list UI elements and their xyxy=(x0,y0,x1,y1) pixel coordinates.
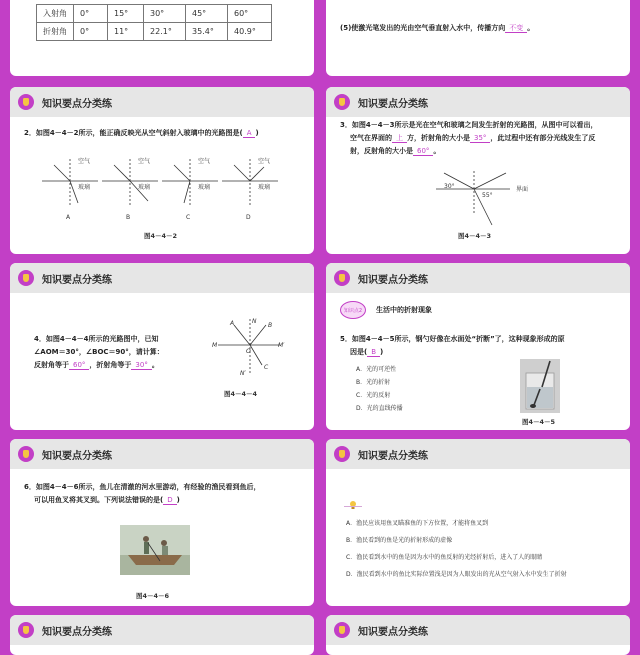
fisherman-boat-illustration xyxy=(120,525,190,575)
point-label: B xyxy=(268,322,273,329)
diagram-c xyxy=(162,157,218,221)
flask-icon xyxy=(334,622,350,638)
option-d: D．渔民看到水中的鱼比实际位置浅是因为人眼发出的光从空气射入水中发生了折射 xyxy=(346,571,567,578)
point-label: M xyxy=(212,342,218,349)
label-air: 空气 xyxy=(258,158,271,165)
label-glass: 玻璃 xyxy=(198,184,211,191)
section-title: 知识要点分类练 xyxy=(358,274,428,286)
option-d: D．光的直线传播 xyxy=(356,405,403,412)
refraction-diagram-443 xyxy=(436,169,556,229)
section-title: 知识要点分类练 xyxy=(42,626,112,638)
label-glass: 玻璃 xyxy=(258,184,271,191)
table-row: 入射角 0° 15° 30° 45° 60° xyxy=(37,5,272,23)
data-table xyxy=(36,4,272,41)
option-c: C．渔民看到水中的鱼是因为水中的鱼反射的光经折射后，进入了人的眼睛 xyxy=(346,554,543,561)
section-title: 知识要点分类练 xyxy=(358,450,428,462)
diagram-letter: A xyxy=(66,214,71,221)
interface-label: 界面 xyxy=(516,186,529,193)
question-2: 2．如图4－4－2所示，能正确反映光从空气斜射入玻璃中的光路图是( A ) xyxy=(24,129,259,137)
spoon-in-glass-photo xyxy=(520,359,560,413)
table-row: 折射角 0° 11° 22.1° 35.4° 40.9° xyxy=(37,23,272,41)
flask-icon xyxy=(334,270,350,286)
card-header xyxy=(10,263,314,293)
point-label: N xyxy=(252,318,257,325)
diagram-a xyxy=(42,157,98,221)
section-title: 知识要点分类练 xyxy=(42,98,112,110)
diagram-d xyxy=(222,157,278,221)
card-header xyxy=(10,439,314,469)
section-title: 知识要点分类练 xyxy=(358,98,428,110)
bulb-underline xyxy=(344,506,362,507)
q5-laser-text: (5)使激光笔发出的光由空气垂直射入水中，传播方向 不变 。 xyxy=(340,24,535,32)
angle-label: 30° xyxy=(444,183,455,190)
option-b: B．光的折射 xyxy=(356,379,391,386)
question-3: 3．如图4－4－3所示是光在空气和玻璃之间发生折射的光路图，从图中可以看出， 空气在界面的 上 方，折射角的大小是 35° ，此过程中还有部分光线发生了反 射，反射角的大小是 60° 。 xyxy=(340,121,598,155)
bulb-icon xyxy=(348,495,358,505)
flask-icon xyxy=(334,446,350,462)
flask-icon xyxy=(334,94,350,110)
label-glass: 玻璃 xyxy=(138,184,151,191)
figure-caption: 图4－4－3 xyxy=(458,232,492,240)
option-a: A．渔民应该用鱼叉瞄准鱼的下方位置，才能将鱼叉到 xyxy=(346,520,489,527)
label-glass: 玻璃 xyxy=(78,184,91,191)
section-title: 知识要点分类练 xyxy=(358,626,428,638)
card-header xyxy=(326,263,630,293)
flask-icon xyxy=(18,270,34,286)
question-4: 4．如图4－4－4所示的光路图中，已知 ∠AOM＝30°，∠BOC＝90°，请计算： 反射角等于 60° ，折射角等于 30° 。 xyxy=(34,335,164,369)
point-label: A xyxy=(230,320,235,327)
topic-title: 生活中的折射现象 xyxy=(376,306,432,314)
knowledge-point-tag: 知识点2 xyxy=(340,301,366,319)
diagram-letter: D xyxy=(246,214,251,221)
card-header xyxy=(10,87,314,117)
card-header xyxy=(10,615,314,645)
figure-caption: 图4－4－2 xyxy=(144,232,178,240)
card-header xyxy=(326,615,630,645)
card-q2 xyxy=(10,87,314,254)
flask-icon xyxy=(18,446,34,462)
card-table xyxy=(10,0,314,76)
card-header xyxy=(326,87,630,117)
figure-caption: 图4－4－4 xyxy=(224,390,258,398)
diagram-letter: C xyxy=(186,214,191,221)
card-q6-options xyxy=(326,439,630,606)
section-title: 知识要点分类练 xyxy=(42,274,112,286)
card-q4 xyxy=(10,263,314,430)
card-q6 xyxy=(10,439,314,606)
flask-icon xyxy=(18,622,34,638)
question-6: 6．如图4－4－6所示，鱼儿在清澈的河水里游动，有经验的渔民看到鱼后， 可以用鱼叉将其叉到。下列说法错误的是( D ) xyxy=(24,483,261,504)
label-air: 空气 xyxy=(138,158,151,165)
question-5: 5．如图4－4－5所示，钢勺好像在水面处“折断”了，这种现象形成的原 因是( B ) xyxy=(340,335,565,356)
light-path-diagram-444 xyxy=(210,315,290,385)
figure-caption: 图4－4－6 xyxy=(136,592,170,600)
option-c: C．光的反射 xyxy=(356,392,391,399)
card-bottom-right xyxy=(326,615,630,655)
card-bottom-left xyxy=(10,615,314,655)
refraction-diagrams xyxy=(40,155,280,225)
angle-label: 55° xyxy=(482,192,493,199)
card-q5-spoon xyxy=(326,263,630,430)
option-b: B．渔民看到的鱼是光的折射形成的虚像 xyxy=(346,537,453,544)
point-label: O xyxy=(246,348,251,355)
label-air: 空气 xyxy=(78,158,91,165)
diagram-b xyxy=(102,157,158,221)
card-header xyxy=(326,439,630,469)
point-label: M′ xyxy=(278,342,285,349)
option-a: A．光的可逆性 xyxy=(356,366,397,373)
card-q3 xyxy=(326,87,630,254)
diagram-letter: B xyxy=(126,214,131,221)
figure-caption: 图4－4－5 xyxy=(522,418,556,426)
card-q5-laser xyxy=(326,0,630,76)
point-label: C xyxy=(264,364,269,371)
point-label: N′ xyxy=(240,370,246,377)
label-air: 空气 xyxy=(198,158,211,165)
section-title: 知识要点分类练 xyxy=(42,450,112,462)
flask-icon xyxy=(18,94,34,110)
